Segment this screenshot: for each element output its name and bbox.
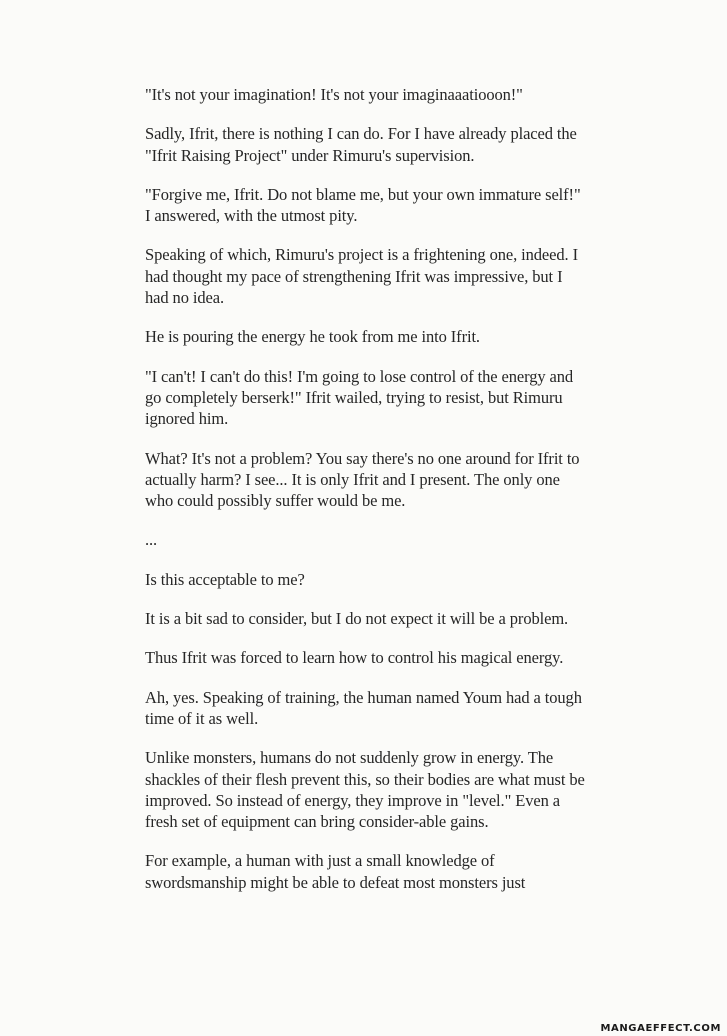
paragraph-3: "Forgive me, Ifrit. Do not blame me, but your own immature self!" I answered, with the utmost pity. — [145, 184, 581, 226]
paragraph-6: "I can't! I can't do this! I'm going to lose control of the energy and go completely berserk!" Ifrit wailed, trying to resist, but Rimuru ignored him. — [145, 366, 574, 429]
site-watermark: MANGAEFFECT.COM — [600, 1023, 721, 1034]
paragraph-13: Unlike monsters, humans do not suddenly grow in energy. The shackles of their flesh prevent this, so their bodies are what must be improved. So instead of energy, they improve in "level." Even a fresh set of equipment can bring consider-able gains. — [145, 748, 585, 832]
paragraph-4: Speaking of which, Rimuru's project is a frightening one, indeed. I had thought my pace of strengthening Ifrit was impressive, but I had no idea. — [145, 245, 578, 308]
paragraph-7: What? It's not a problem? You say there's no one around for Ifrit to actually harm? I see... It is only Ifrit and I present. The only one who could possibly suffer would be me. — [145, 448, 580, 511]
paragraph-14: For example, a human with just a small knowledge of swordsmanship might be able to defeat most monsters just — [145, 851, 526, 892]
paragraph-9: Is this acceptable to me? — [145, 569, 305, 589]
body-text — [145, 84, 585, 911]
paragraph-5: He is pouring the energy he took from me into Ifrit. — [145, 327, 480, 347]
paragraph-1: "It's not your imagination! It's not your imaginaaatiooon!" — [145, 85, 523, 104]
paragraph-8: ... — [145, 530, 158, 550]
paragraph-10: It is a bit sad to consider, but I do not expect it will be a problem. — [145, 609, 569, 629]
paragraph-2: Sadly, Ifrit, there is nothing I can do. For I have already placed the "Ifrit Raising Project" under Rimuru's supervision. — [145, 124, 577, 165]
paragraph-12: Ah, yes. Speaking of training, the human named Youm had a tough time of it as well. — [145, 687, 582, 728]
paragraph-11: Thus Ifrit was forced to learn how to control his magical energy. — [145, 648, 564, 668]
